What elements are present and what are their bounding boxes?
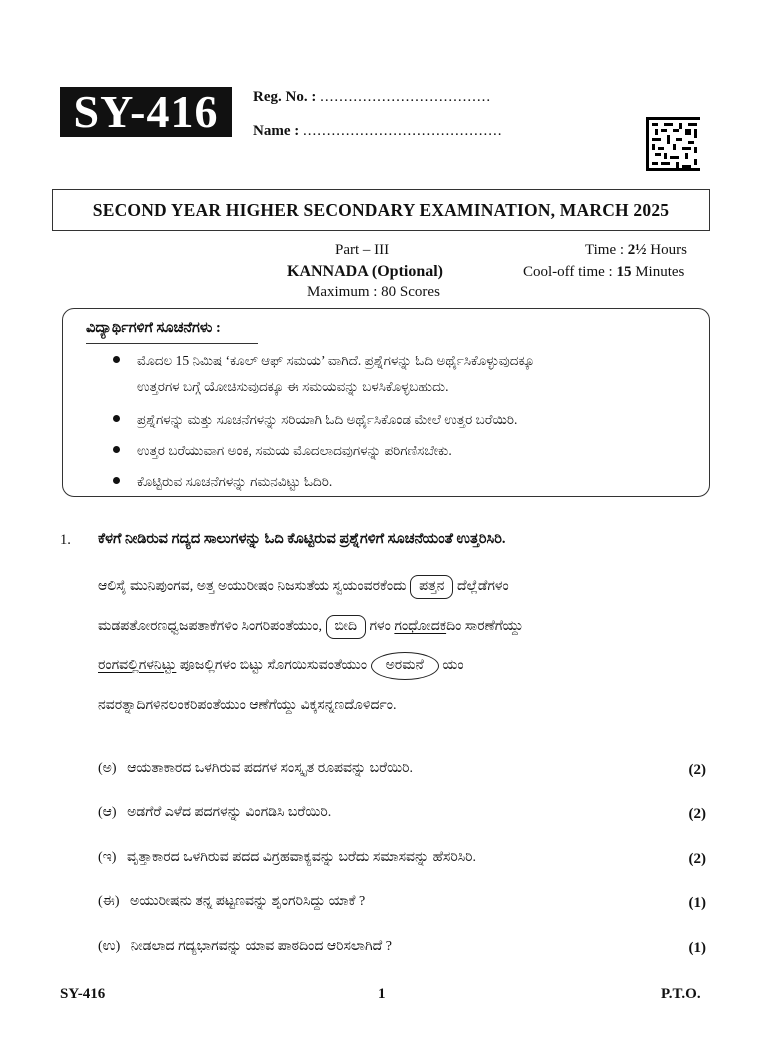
instruction-item	[137, 407, 517, 433]
question-number: 1.	[60, 532, 71, 548]
name-line	[253, 123, 502, 140]
time-unit: Hours	[646, 242, 687, 258]
sub-question	[98, 894, 365, 910]
passage-line	[98, 646, 708, 686]
instruction-text: ಮೊದಲ 15 ನಿಮಿಷ ‘ಕೂಲ್ ಆಫ್ ಸಮಯ’ ವಾಗಿದೆ. ಪ್ರಶ್ನೆಗಳನ್ನು ಓದಿ ಅರ್ಥೈಸಿಕೊಳ್ಳುವುದಕ್ಕೂ	[137, 353, 535, 368]
reg-no-line	[253, 89, 491, 106]
instruction-item	[137, 348, 534, 374]
passage-text: ಆಲಿಸೈ ಮುನಿಪುಂಗವ, ಅತ್ತ ಅಯುರೀಷಂ ನಿಜಸುತೆಯ ಸ್ವಯಂವರಕೆಂದು	[98, 579, 407, 594]
sub-question-text: ಆಯತಾಕಾರದ ಒಳಗಿರುವ ಪದಗಳ ಸಂಸ್ಕೃತ ರೂಪವನ್ನು ಬರೆಯಿರಿ.	[127, 761, 414, 776]
pto-label: P.T.O.	[661, 986, 701, 1002]
score-label: (1)	[688, 895, 706, 911]
cooloff-value: 15	[616, 264, 632, 280]
passage-text: ಯಂ	[442, 658, 464, 673]
sub-question-label: (ಈ)	[98, 894, 120, 909]
sub-question	[98, 805, 331, 821]
bullet-icon	[113, 415, 120, 422]
instruction-item-cont	[137, 374, 448, 400]
boxed-word: ಪತ್ತನ	[410, 575, 453, 599]
cooloff-label: Cool-off time :	[523, 264, 617, 280]
passage-line	[98, 607, 708, 647]
score-label: (2)	[688, 806, 706, 822]
time-line	[585, 242, 687, 259]
sub-question-label: (ಆ)	[98, 805, 117, 820]
time-label: Time :	[585, 242, 628, 258]
circled-word: ಅರಮನೆ	[371, 652, 439, 680]
footer-code: SY-416	[60, 986, 106, 1002]
instruction-item	[137, 469, 332, 495]
page-number: 1	[378, 986, 386, 1002]
underlined-word: ರಂಗವಲ್ಲಿಗಳನಿಟ್ಟು	[98, 658, 177, 673]
name-blank: ..........................................	[302, 123, 503, 139]
passage-text: ನವರತ್ನಾದಿಗಳಿನಲಂಕರಿಪಂತೆಯುಂ ಆಣೆಗೆಯ್ದು ವಿಕ್ಕಸನ್ನಣದೊಳಿರ್ದಂ.	[98, 697, 397, 713]
passage-text: ಪೂಜಲ್ಲಿಗಳಂ ಬಿಟ್ಟು ಸೊಗಯಿಸುವಂತೆಯುಂ	[179, 658, 368, 673]
time-value: 2½	[627, 242, 647, 258]
sub-question	[98, 939, 392, 955]
cooloff-unit: Minutes	[631, 264, 685, 280]
instructions-heading-rule	[86, 343, 258, 344]
sub-question	[98, 850, 476, 866]
score-label: (1)	[688, 940, 706, 956]
instruction-text: ಉತ್ತರ ಬರೆಯುವಾಗ ಅಂಕ, ಸಮಯ ಮೊದಲಾದವುಗಳನ್ನು ಪರಿಗಣಿಸಬೇಕು.	[137, 443, 452, 458]
subject-title: KANNADA (Optional)	[287, 263, 444, 280]
instruction-text: ಪ್ರಶ್ನೆಗಳನ್ನು ಮತ್ತು ಸೂಚನೆಗಳನ್ನು ಸರಿಯಾಗಿ ಓದಿ ಅರ್ಥೈಸಿಕೊಂಡ ಮೇಲೆ ಉತ್ತರ ಬರೆಯಿರಿ.	[137, 412, 518, 427]
score-label: (2)	[688, 762, 706, 778]
reg-no-blank: ....................................	[320, 89, 492, 105]
sub-question-text: ವೃತ್ತಾಕಾರದ ಒಳಗಿರುವ ಪದದ ವಿಗ್ರಹವಾಕ್ಯವನ್ನು ಬರೆದು ಸಮಾಸವನ್ನು ಹೆಸರಿಸಿರಿ.	[126, 850, 477, 865]
passage-line	[98, 567, 708, 607]
passage-text: ದಿಂ ಸಾರಣೆಗೆಯ್ದು	[446, 618, 524, 634]
name-label: Name :	[253, 123, 300, 139]
paper-code-box: SY-416	[60, 87, 232, 137]
sub-question-label: (ಇ)	[98, 850, 117, 865]
exam-title: SECOND YEAR HIGHER SECONDARY EXAMINATION, MARCH 2025	[92, 199, 670, 220]
bullet-icon	[113, 477, 120, 484]
instruction-text: ಕೊಟ್ಟಿರುವ ಸೂಚನೆಗಳನ್ನು ಗಮನವಿಟ್ಟು ಓದಿರಿ.	[137, 474, 333, 489]
passage	[98, 567, 708, 725]
passage-text: ದೆಲ್ಲೆಡೆಗಳಂ	[456, 579, 509, 594]
cooloff-line	[523, 264, 684, 281]
sub-question-label: (ಅ)	[98, 761, 117, 776]
underlined-word: ಗಂಧೋದಕ	[394, 618, 447, 634]
instruction-item	[137, 438, 452, 464]
bullet-icon	[113, 356, 120, 363]
part-label: Part – III	[335, 242, 390, 258]
instructions-heading: ವಿದ್ಯಾರ್ಥಿಗಳಿಗೆ ಸೂಚನೆಗಳು :	[86, 320, 221, 336]
sub-question-text: ಅಯುರೀಷನು ತನ್ನ ಪಟ್ಟಣವನ್ನು ಶೃಂಗರಿಸಿದ್ದು ಯಾಕೆ ?	[129, 894, 366, 909]
passage-line	[98, 686, 708, 726]
sub-question	[98, 761, 413, 777]
sub-question-text: ಅಡಗೆರೆ ಎಳೆದ ಪದಗಳನ್ನು ವಿಂಗಡಿಸಿ ಬರೆಯಿರಿ.	[127, 805, 332, 820]
bullet-icon	[113, 446, 120, 453]
exam-title-box	[52, 189, 710, 231]
sub-question-label: (ಉ)	[98, 939, 121, 954]
score-label: (2)	[688, 851, 706, 867]
instruction-text: ಉತ್ತರಗಳ ಬಗ್ಗೆ ಯೋಚಿಸುವುದಕ್ಕೂ ಈ ಸಮಯವನ್ನು ಬಳಸಿಕೊಳ್ಳಬಹುದು.	[137, 379, 449, 394]
boxed-word: ಬೀದಿ	[326, 615, 366, 639]
question-text: ಕೆಳಗೆ ನೀಡಿರುವ ಗದ್ಯದ ಸಾಲುಗಳನ್ನು ಓದಿ ಕೊಟ್ಟಿರುವ ಪ್ರಶ್ನೆಗಳಿಗೆ ಸೂಚನೆಯಂತೆ ಉತ್ತರಿಸಿರಿ.	[98, 531, 506, 547]
qr-code	[646, 117, 700, 171]
sub-question-text: ನೀಡಲಾದ ಗದ್ಯಭಾಗವನ್ನು ಯಾವ ಪಾಠದಿಂದ ಆರಿಸಲಾಗಿದೆ ?	[130, 939, 392, 954]
reg-no-label: Reg. No. :	[253, 89, 317, 105]
maximum-scores: Maximum : 80 Scores	[307, 284, 440, 300]
passage-text: ಮಡಪತೋರಣಧ್ವಜಪತಾಕೆಗಳಿಂ ಸಿಂಗರಿಪಂತೆಯುಂ,	[98, 618, 322, 634]
passage-text: ಗಳಂ	[369, 618, 391, 634]
